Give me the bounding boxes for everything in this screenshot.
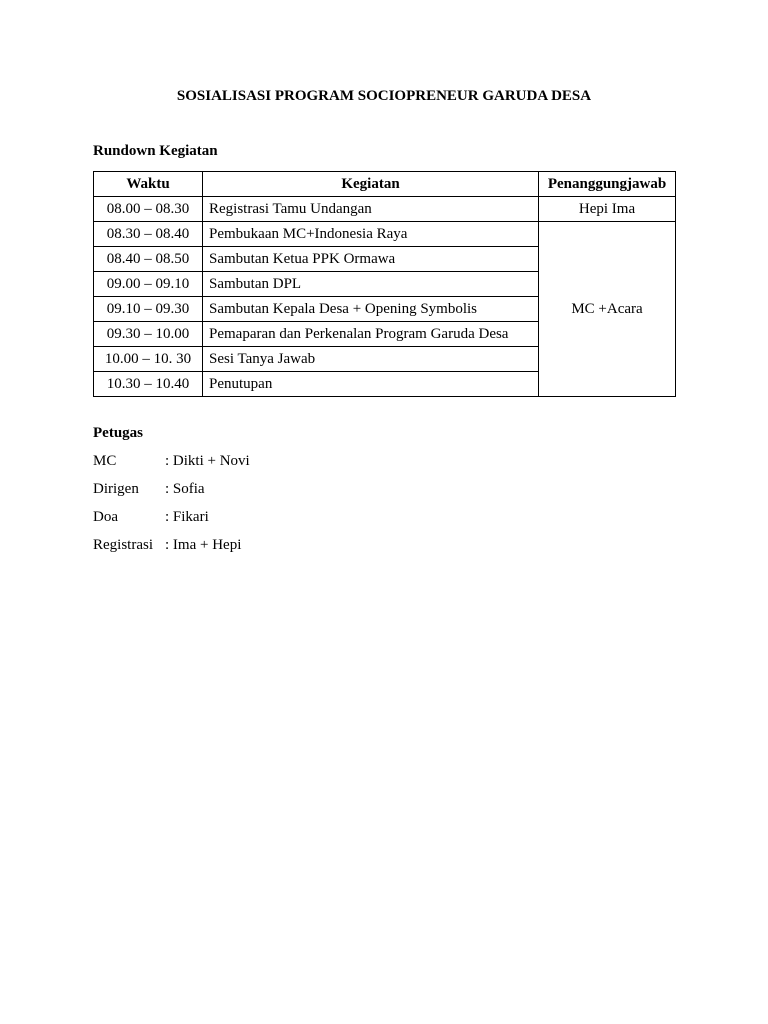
petugas-role: Doa <box>93 509 118 525</box>
petugas-role: Registrasi <box>93 537 153 553</box>
cell-waktu: 10.00 – 10. 30 <box>94 347 203 372</box>
cell-kegiatan: Sambutan Ketua PPK Ormawa <box>203 247 539 272</box>
column-header-kegiatan: Kegiatan <box>203 172 539 197</box>
document-title: SOSIALISASI PROGRAM SOCIOPRENEUR GARUDA DESA <box>176 88 592 104</box>
cell-kegiatan: Sambutan Kepala Desa + Opening Symbolis <box>203 297 539 322</box>
cell-waktu: 09.00 – 09.10 <box>94 272 203 297</box>
cell-kegiatan: Sesi Tanya Jawab <box>203 347 539 372</box>
table-row <box>94 222 676 247</box>
rundown-table <box>93 171 676 397</box>
petugas-value: : Sofia <box>165 481 205 497</box>
petugas-value: : Ima + Hepi <box>165 537 242 553</box>
cell-waktu: 09.10 – 09.30 <box>94 297 203 322</box>
cell-kegiatan: Pembukaan MC+Indonesia Raya <box>203 222 539 247</box>
column-header-waktu: Waktu <box>94 172 203 197</box>
petugas-role: Dirigen <box>93 481 139 497</box>
cell-waktu: 08.00 – 08.30 <box>94 197 203 222</box>
cell-penanggungjawab: MC +Acara <box>539 222 676 397</box>
rundown-heading: Rundown Kegiatan <box>93 143 218 159</box>
cell-waktu: 09.30 – 10.00 <box>94 322 203 347</box>
table-row <box>94 197 676 222</box>
cell-kegiatan: Registrasi Tamu Undangan <box>203 197 539 222</box>
cell-kegiatan: Sambutan DPL <box>203 272 539 297</box>
petugas-value: : Dikti + Novi <box>165 453 250 469</box>
list-item <box>93 536 250 564</box>
column-header-penanggungjawab: Penanggungjawab <box>539 172 676 197</box>
table-header-row <box>94 172 676 197</box>
cell-waktu: 10.30 – 10.40 <box>94 372 203 397</box>
cell-waktu: 08.30 – 08.40 <box>94 222 203 247</box>
petugas-list <box>93 452 250 564</box>
petugas-value: : Fikari <box>165 509 209 525</box>
petugas-role: MC <box>93 453 117 469</box>
cell-waktu: 08.40 – 08.50 <box>94 247 203 272</box>
list-item <box>93 508 250 536</box>
cell-kegiatan: Pemaparan dan Perkenalan Program Garuda Desa <box>203 322 539 347</box>
list-item <box>93 452 250 480</box>
cell-penanggungjawab: Hepi Ima <box>539 197 676 222</box>
list-item <box>93 480 250 508</box>
cell-kegiatan: Penutupan <box>203 372 539 397</box>
petugas-heading: Petugas <box>93 425 143 441</box>
